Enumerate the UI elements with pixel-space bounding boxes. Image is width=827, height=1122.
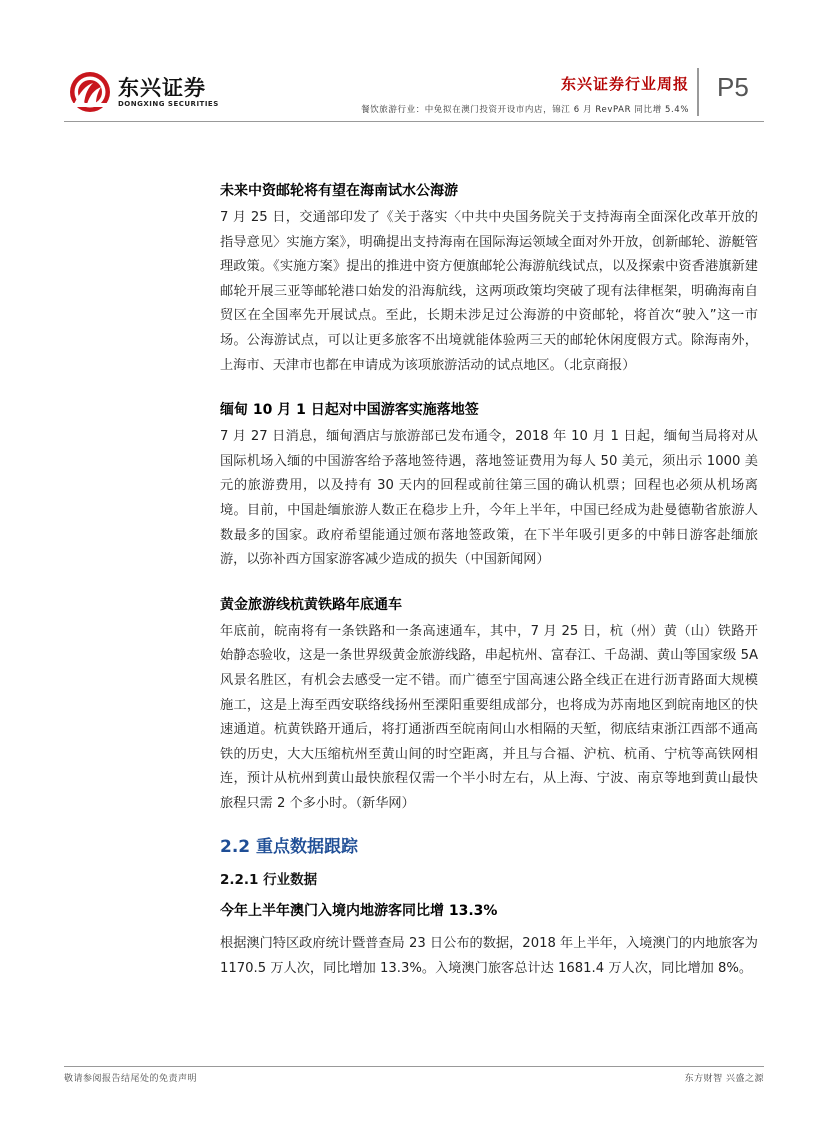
logo-emblem-icon [68, 70, 112, 114]
header-divider [697, 68, 699, 116]
footer-slogan: 东方财智 兴盛之源 [684, 1074, 764, 1084]
news-paragraph: 7 月 25 日，交通部印发了《关于落实〈中共中央国务院关于支持海南全面深化改革开放的指导意见〉实施方案》，明确提出支持海南在国际海运领域全面对外开放，创新邮轮、游艇管理政策。《实施方案》提出的推进中资方便旗邮轮公海游航线试点，以及探索中资香港旗新建邮轮开展三亚等邮轮港口始发的沿海航线，这两项政策均突破了现有法律框架，明确海南自贸区在全国率先开展试点。至此，长期未涉足过公海游的中资邮轮，将首次“驶入”这一市场。公海游试点，可以让更多旅客不出境就能体验两三天的邮轮休闲度假方式。除海南外，上海市、天津市也都在申请成为该项旅游活动的试点地区。（北京商报） [220, 210, 758, 373]
news-item-cruise [220, 180, 758, 378]
disclaimer-note: 敬请参阅报告结尾处的免责声明 [64, 1074, 198, 1084]
news-paragraph: 7 月 27 日消息，缅甸酒店与旅游部已发布通令，2018 年 10 月 1 日起，缅甸当局将对从国际机场入缅的中国游客给予落地签待遇，落地签证费用为每人 50 美元，须出示 1000 美元的旅游费用，以及持有 30 天内的回程或前往第三国的确认机票；回程也必须从机场离境。目前，中国赴缅旅游人数正在稳步上升，今年上半年，中国已经成为赴曼德勒省旅游人数最多的国家。政府希望能通过颁布落地签政策，在下半年吸引更多的中韩日游客赴缅旅游，以弥补西方国家游客减少造成的损失（中国新闻网） [220, 429, 758, 568]
news-item-myanmar-visa [220, 399, 758, 573]
main-content [220, 180, 758, 982]
news-title: 缅甸 10 月 1 日起对中国游客实施落地签 [220, 402, 479, 419]
news-item-railway [220, 594, 758, 817]
data-item-title: 今年上半年澳门入境内地游客同比增 13.3% [220, 903, 498, 920]
page-number: P5 [717, 72, 749, 102]
company-logo [68, 70, 268, 116]
news-title: 未来中资邮轮将有望在海南试水公海游 [220, 183, 458, 199]
news-paragraph: 年底前，皖南将有一条铁路和一条高速通车，其中，7 月 25 日，杭（州）黄（山）铁路开始静态验收，这是一条世界级黄金旅游线路，串起杭州、富春江、千岛湖、黄山等国家级 5A 风景名胜区，有机会去感受一定不错。而广德至宁国高速公路全线正在进行沥青路面大规模施工，这是上海至西安联络线扬州至溧阳重要组成部分，也将成为苏南地区到皖南地区的快速通道。杭黄铁路开通后，将打通浙西至皖南间山水相隔的天堑，彻底结束浙江西部不通高铁的历史，大大压缩杭州至黄山间的时空距离，并且与合福、沪杭、杭甬、宁杭等高铁网相连，预计从杭州到黄山最快旅程仅需一个半小时左右，从上海、宁波、南京等地到黄山最快旅程只需 2 个多小时。（新华网） [220, 623, 758, 811]
news-title: 黄金旅游线杭黄铁路年底通车 [220, 596, 402, 613]
logo-english-name: DONGXING SECURITIES [118, 100, 219, 108]
footer-rule [64, 1066, 764, 1067]
logo-chinese-name: 东兴证券 [118, 76, 206, 100]
section-heading: 2.2 重点数据跟踪 [220, 837, 359, 858]
report-subtitle: 餐饮旅游行业：中免拟在澳门投资开设市内店，锦江 6 月 RevPAR 同比增 5.4% [361, 105, 689, 115]
report-title: 东兴证券行业周报 [560, 75, 689, 93]
subsection-heading: 2.2.1 行业数据 [220, 872, 318, 889]
data-item-paragraph: 根据澳门特区政府统计暨普查局 23 日公布的数据，2018 年上半年，入境澳门的内地旅客为 1170.5 万人次，同比增加 13.3%。入境澳门旅客总计达 1681.4 万人次，同比增加 8%。 [220, 936, 758, 977]
header-rule [64, 121, 764, 122]
